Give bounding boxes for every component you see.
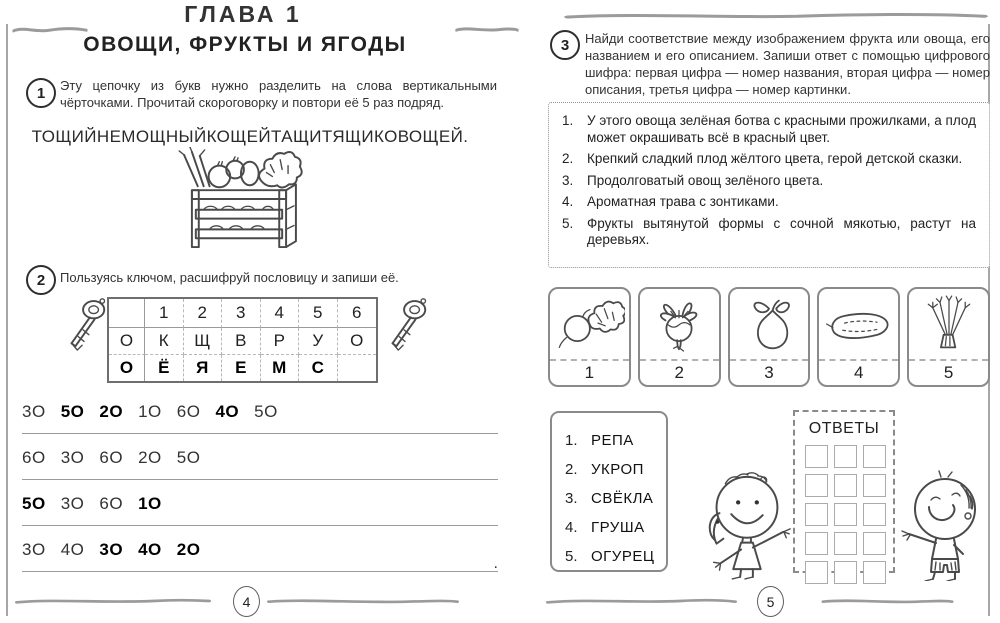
cipher-token: 1О — [138, 494, 162, 513]
word-text: ОГУРЕЦ — [591, 548, 655, 565]
task3-number: 3 — [560, 36, 570, 54]
answer-writing-line[interactable] — [22, 433, 498, 434]
wavy-line-decoration — [14, 597, 212, 605]
task2-number-badge — [26, 265, 56, 295]
key-table-cell — [109, 299, 145, 328]
letter-chain-tongue-twister: ТОЩИЙНЕМОЩНЫЙКОЩЕЙТАЩИТЯЩИКОВОЩЕЙ. — [31, 127, 469, 146]
pear-icon — [733, 295, 805, 353]
word-number: 1. — [565, 432, 578, 449]
key-table-cell: У — [299, 328, 338, 355]
key-icon — [381, 296, 431, 358]
page-number: 4 — [242, 593, 251, 610]
task1-number: 1 — [36, 84, 46, 102]
answer-cell[interactable] — [805, 503, 828, 526]
answer-cell[interactable] — [805, 445, 828, 468]
word-number: 5. — [565, 548, 578, 565]
answer-cell[interactable] — [805, 532, 828, 555]
page-number-badge — [757, 586, 784, 617]
key-table-cell: 4 — [261, 299, 300, 328]
description-number: 5. — [562, 215, 574, 231]
description-item — [562, 194, 976, 211]
picture-area — [909, 289, 988, 361]
task1-instruction: Эту цепочку из букв нужно разделить на слова вертикальными чёрточками. Прочитай скороговорку и повтори её 5 раз подряд. — [60, 78, 497, 110]
answer-cell[interactable] — [863, 445, 886, 468]
picture-number: 1 — [584, 363, 595, 382]
picture-card — [638, 287, 721, 387]
key-table-cell — [338, 355, 377, 381]
picture-area — [730, 289, 809, 361]
key-table-cell: К — [145, 328, 184, 355]
picture-number: 5 — [943, 363, 954, 382]
description-number: 4. — [562, 194, 574, 209]
cipher-token: 2О — [176, 540, 201, 559]
answer-writing-line[interactable] — [22, 479, 498, 480]
dill-icon — [913, 295, 985, 353]
answer-cell[interactable] — [834, 532, 857, 555]
description-item — [562, 173, 976, 190]
cipher-token: 1О — [138, 402, 162, 421]
cipher-token: 5О — [254, 402, 278, 421]
cipher-token: 6О — [99, 494, 124, 513]
turnip-icon — [553, 295, 625, 353]
descriptions-box — [548, 102, 990, 268]
key-table-cell: Щ — [184, 328, 223, 355]
cipher-token: 2О — [99, 402, 124, 421]
description-text: Фрукты вытянутой формы с сочной мякотью, растут на деревьях. — [587, 215, 976, 247]
beet-radish-icon — [643, 295, 715, 353]
key-table-cell: 5 — [299, 299, 338, 328]
answer-cell[interactable] — [805, 561, 828, 584]
word-number: 2. — [565, 461, 578, 478]
cipher-token: 3О — [60, 448, 85, 467]
picture-card — [907, 287, 990, 387]
description-item — [562, 216, 976, 249]
answer-cell[interactable] — [834, 503, 857, 526]
word-item — [565, 542, 666, 571]
cipher-line — [22, 448, 498, 469]
key-table-cell: 6 — [338, 299, 377, 328]
word-number: 3. — [565, 490, 578, 507]
key-table-cell: С — [299, 355, 338, 381]
page-number: 5 — [766, 593, 775, 610]
key-table-cell: О — [338, 328, 377, 355]
description-text: Ароматная трава с зонтиками. — [587, 194, 779, 209]
word-item — [565, 484, 666, 513]
word-text: РЕПА — [591, 432, 634, 449]
picture-number: 3 — [764, 363, 774, 382]
key-table-cell: 3 — [222, 299, 261, 328]
left-page-edge-line — [6, 24, 8, 616]
vegetable-crate-icon — [170, 147, 308, 251]
wavy-line-decoration — [790, 597, 985, 605]
description-number: 3. — [562, 172, 574, 188]
cipher-token: 5О — [176, 448, 201, 467]
boy-icon — [898, 469, 993, 581]
task2-instruction: Пользуясь ключом, расшифруй пословицу и запиши её. — [60, 270, 399, 285]
wavy-line-decoration — [266, 597, 460, 605]
description-item — [562, 151, 976, 168]
answer-cell[interactable] — [863, 561, 886, 584]
word-text: ГРУША — [591, 519, 645, 536]
task3-instruction: Найди соответствие между изображением фрукта или овоща, его названием и его описанием. Запиши ответ с помощью цифрового шифра: первая цифра — номер названия, вторая цифра — номер описания, третья цифра — номер картинки. — [585, 31, 990, 97]
picture-area — [819, 289, 898, 361]
word-text: СВЁКЛА — [591, 490, 654, 507]
answer-cell[interactable] — [863, 532, 886, 555]
sentence-period: . — [493, 555, 498, 572]
cipher-token: 6О — [22, 448, 46, 467]
answer-writing-line[interactable] — [22, 555, 498, 572]
description-number: 2. — [562, 151, 574, 166]
word-item — [565, 513, 666, 542]
picture-area — [550, 289, 629, 361]
answer-cell[interactable] — [834, 474, 857, 497]
key-table-cell: М — [261, 355, 300, 381]
cipher-token: 4О — [215, 402, 240, 421]
answer-writing-line[interactable] — [22, 525, 498, 526]
cipher-lines-area — [22, 402, 498, 586]
cipher-token: 3О — [99, 540, 124, 559]
cipher-line — [22, 402, 498, 423]
key-table-cell: 1 — [145, 299, 184, 328]
key-table — [107, 297, 378, 383]
cipher-token: 5О — [22, 494, 46, 513]
picture-card — [817, 287, 900, 387]
description-text: Продолговатый овощ зелёного цвета. — [587, 172, 824, 188]
cipher-token: 6О — [99, 448, 124, 467]
wavy-line-decoration — [562, 11, 990, 20]
word-text: УКРОП — [591, 461, 644, 478]
task2-number: 2 — [36, 271, 46, 289]
description-text: Крепкий сладкий плод жёлтого цвета, герой детской сказки. — [587, 151, 963, 166]
task3-number-badge — [550, 30, 580, 60]
key-table-cell: Ё — [145, 355, 184, 381]
picture-number: 2 — [674, 363, 684, 382]
cipher-token: 3О — [60, 494, 85, 513]
key-table-cell: О — [109, 328, 145, 355]
picture-cards-row — [548, 287, 990, 387]
wavy-line-decoration — [455, 25, 519, 34]
word-list-box — [550, 411, 668, 572]
key-table-cell: В — [222, 328, 261, 355]
cipher-token: 5О — [60, 402, 85, 421]
answers-grid — [795, 445, 893, 584]
answer-cell[interactable] — [834, 445, 857, 468]
word-number: 4. — [565, 519, 578, 536]
picture-area — [640, 289, 719, 361]
answers-label: ОТВЕТЫ — [808, 420, 880, 437]
answer-cell[interactable] — [834, 561, 857, 584]
key-table-cell: Е — [222, 355, 261, 381]
cipher-token: 4О — [138, 540, 162, 559]
task1-number-badge — [26, 78, 56, 108]
cucumber-icon — [823, 295, 895, 353]
description-text: У этого овоща зелёная ботва с красными прожилками, а плод может окрашивать всё в красный цвет. — [587, 113, 976, 145]
picture-card — [548, 287, 631, 387]
picture-card — [728, 287, 811, 387]
answers-box — [793, 410, 895, 573]
description-number: 1. — [562, 113, 574, 128]
cipher-token: 4О — [60, 540, 85, 559]
chapter-heading: ГЛАВА 1 — [184, 1, 302, 27]
word-item — [565, 426, 666, 455]
cipher-token: 3О — [22, 540, 46, 559]
key-table-cell: 2 — [184, 299, 223, 328]
cipher-token: 6О — [176, 402, 201, 421]
section-heading: ОВОЩИ, ФРУКТЫ И ЯГОДЫ — [83, 33, 407, 56]
key-icon — [60, 296, 110, 358]
wavy-line-decoration — [545, 597, 738, 605]
key-table-cell: О — [109, 355, 145, 381]
answer-cell[interactable] — [863, 474, 886, 497]
answer-cell[interactable] — [805, 474, 828, 497]
description-item — [562, 113, 976, 146]
key-table-cell: Р — [261, 328, 300, 355]
cipher-token: 3О — [22, 402, 46, 421]
cipher-line — [22, 494, 498, 515]
answer-cell[interactable] — [863, 503, 886, 526]
cipher-token: 2О — [138, 448, 162, 467]
word-item — [565, 455, 666, 484]
cipher-line — [22, 540, 498, 561]
picture-number: 4 — [854, 363, 864, 382]
girl-icon — [692, 467, 800, 580]
key-table-cell: Я — [184, 355, 223, 381]
page-number-badge — [233, 586, 260, 617]
